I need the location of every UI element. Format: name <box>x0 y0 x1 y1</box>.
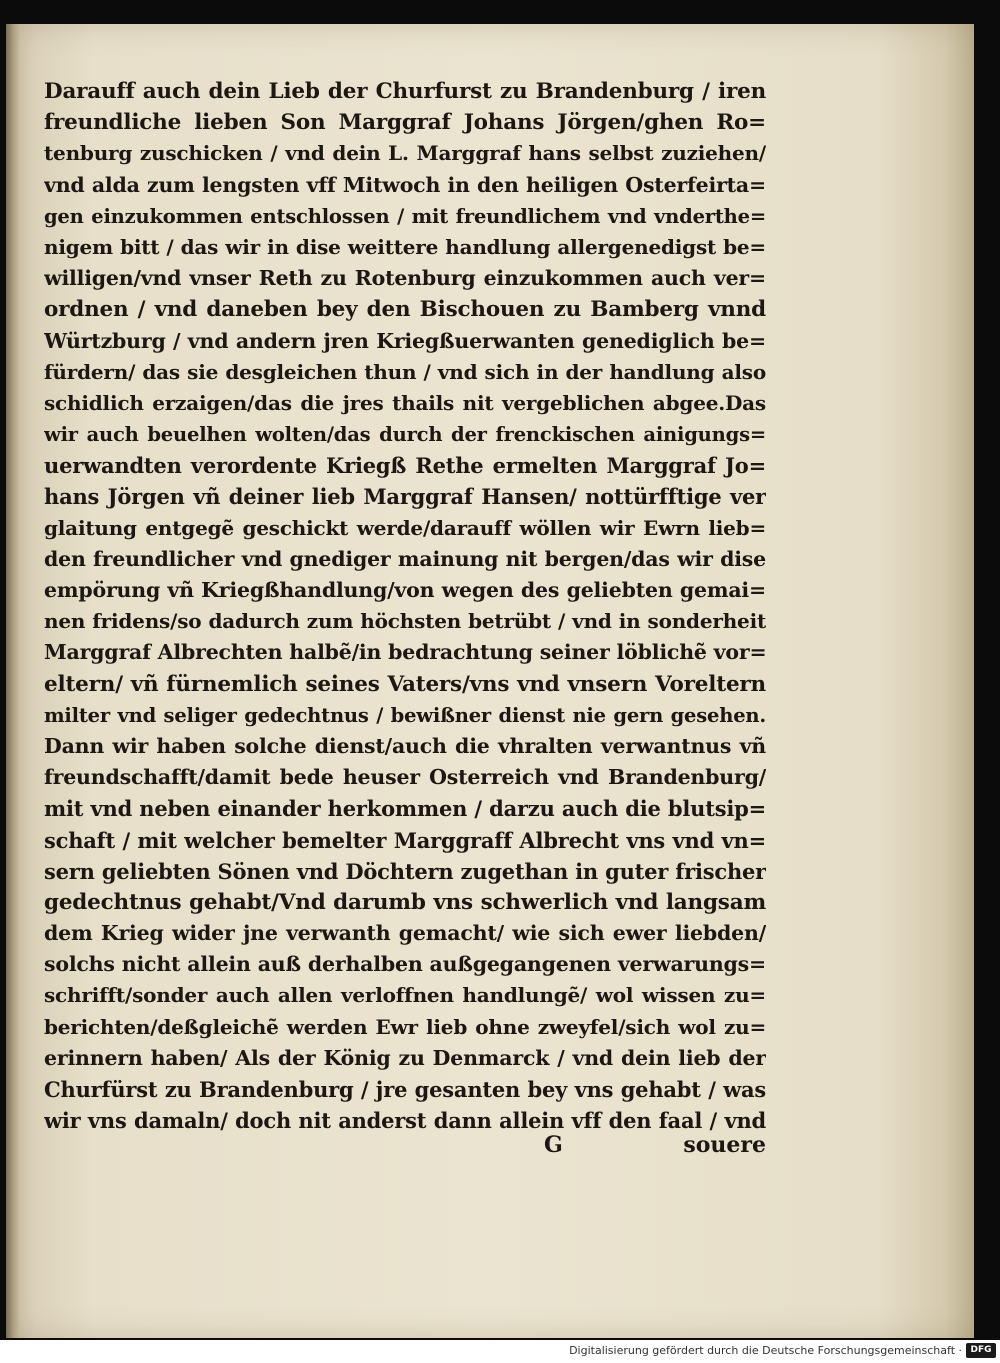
text-line: Marggraf Albrechten halbẽ/in bedrachtung seiner löblichẽ vor= <box>44 640 766 665</box>
text-line: ordnen / vnd daneben bey den Bischouen zu Bamberg vnnd <box>44 297 766 323</box>
text-line: schrifft/sonder auch allen verloffnen handlungẽ/ wol wissen zu= <box>44 983 766 1008</box>
book-page <box>6 24 974 1338</box>
page-text <box>44 76 766 1136</box>
text-line: willigen/vnd vnser Reth zu Rotenburg einzukommen auch ver= <box>44 266 766 291</box>
text-line: glaitung entgegẽ geschickt werde/darauff wöllen wir Ewrn lieb= <box>44 515 766 540</box>
text-line: gedechtnus gehabt/Vnd darumb vns schwerlich vnd langsam <box>44 889 766 915</box>
text-line: milter vnd seliger gedechtnus / bewißner dienst nie gern gesehen. <box>44 703 766 727</box>
text-line: schaft / mit welcher bemelter Marggraff Albrecht vns vnd vn= <box>44 827 766 853</box>
page-footer-row <box>46 1132 766 1166</box>
text-line: Würtzburg / vnd andern jren Kriegßuerwanten genediglich be= <box>44 328 766 353</box>
text-line: freundliche lieben Son Marggraf Johans Jörgen/ghen Ro= <box>44 110 766 136</box>
text-line: eltern/ vñ fürnemlich seines Vaters/vns vnd vnsern Voreltern <box>44 671 766 697</box>
text-line: mit vnd neben einander herkommen / darzu auch die blutsip= <box>44 796 766 822</box>
text-line: hans Jörgen vñ deiner lieb Marggraf Hansen/ nottürfftige ver <box>44 484 766 510</box>
text-line: tenburg zuschicken / vnd dein L. Marggraf hans selbst zuziehen/ <box>44 141 766 166</box>
text-line: uerwandten verordente Kriegß Rethe ermelten Marggraf Jo= <box>44 453 766 479</box>
text-line: Darauff auch dein Lieb der Churfurst zu Brandenburg / iren <box>44 79 766 104</box>
text-line: freundschafft/damit bede heuser Osterreich vnd Brandenburg/ <box>44 765 766 790</box>
text-line: den freundlicher vnd gnediger mainung nit bergen/das wir dise <box>44 546 766 571</box>
text-line: solchs nicht allein auß derhalben außgegangenen verwarungs= <box>44 952 766 977</box>
text-line: wir vns damaln/ doch nit anderst dann allein vff den faal / vnd <box>44 1108 766 1134</box>
text-line: erinnern haben/ Als der König zu Denmarck / vnd dein lieb der <box>44 1045 766 1070</box>
attribution-bar <box>0 1340 1000 1363</box>
text-line: nen fridens/so dadurch zum höchsten betrübt / vnd in sonderheit <box>44 609 766 634</box>
text-line: fürdern/ das sie desgleichen thun / vnd sich in der handlung also <box>44 359 766 384</box>
funding-credit: Digitalisierung gefördert durch die Deutsche Forschungsgemeinschaft · <box>569 1344 962 1357</box>
text-line: Churfürst zu Brandenburg / jre gesanten bey vns gehabt / was <box>44 1077 766 1102</box>
signature-mark: G <box>544 1132 563 1158</box>
page-gutter <box>6 24 20 1338</box>
dfg-logo: DFG <box>966 1343 996 1358</box>
text-line: sern geliebten Sönen vnd Döchtern zugethan in guter frischer <box>44 858 766 884</box>
text-line: berichten/deßgleichẽ werden Ewr lieb ohne zweyfel/sich wol zu= <box>44 1014 766 1039</box>
text-line: wir auch beuelhen wolten/das durch der frenckischen ainigungs= <box>44 423 766 447</box>
catchword: souere <box>683 1132 766 1158</box>
text-line: dem Krieg wider jne verwanth gemacht/ wie sich ewer liebden/ <box>44 921 766 946</box>
text-line: schidlich erzaigen/das die jres thails nit vergeblichen abgee.Das <box>44 390 766 415</box>
text-line: gen einzukommen entschlossen / mit freundlichem vnd vnderthe= <box>44 204 766 228</box>
text-line: nigem bitt / das wir in dise weittere handlung allergenedigst be= <box>44 234 766 259</box>
text-line: Dann wir haben solche dienst/auch die vhralten verwantnus vñ <box>44 733 766 758</box>
text-line: empörung vñ Kriegßhandlung/von wegen des geliebten gemai= <box>44 578 766 602</box>
text-line: vnd alda zum lengsten vff Mitwoch in den heiligen Osterfeirta= <box>44 172 766 197</box>
